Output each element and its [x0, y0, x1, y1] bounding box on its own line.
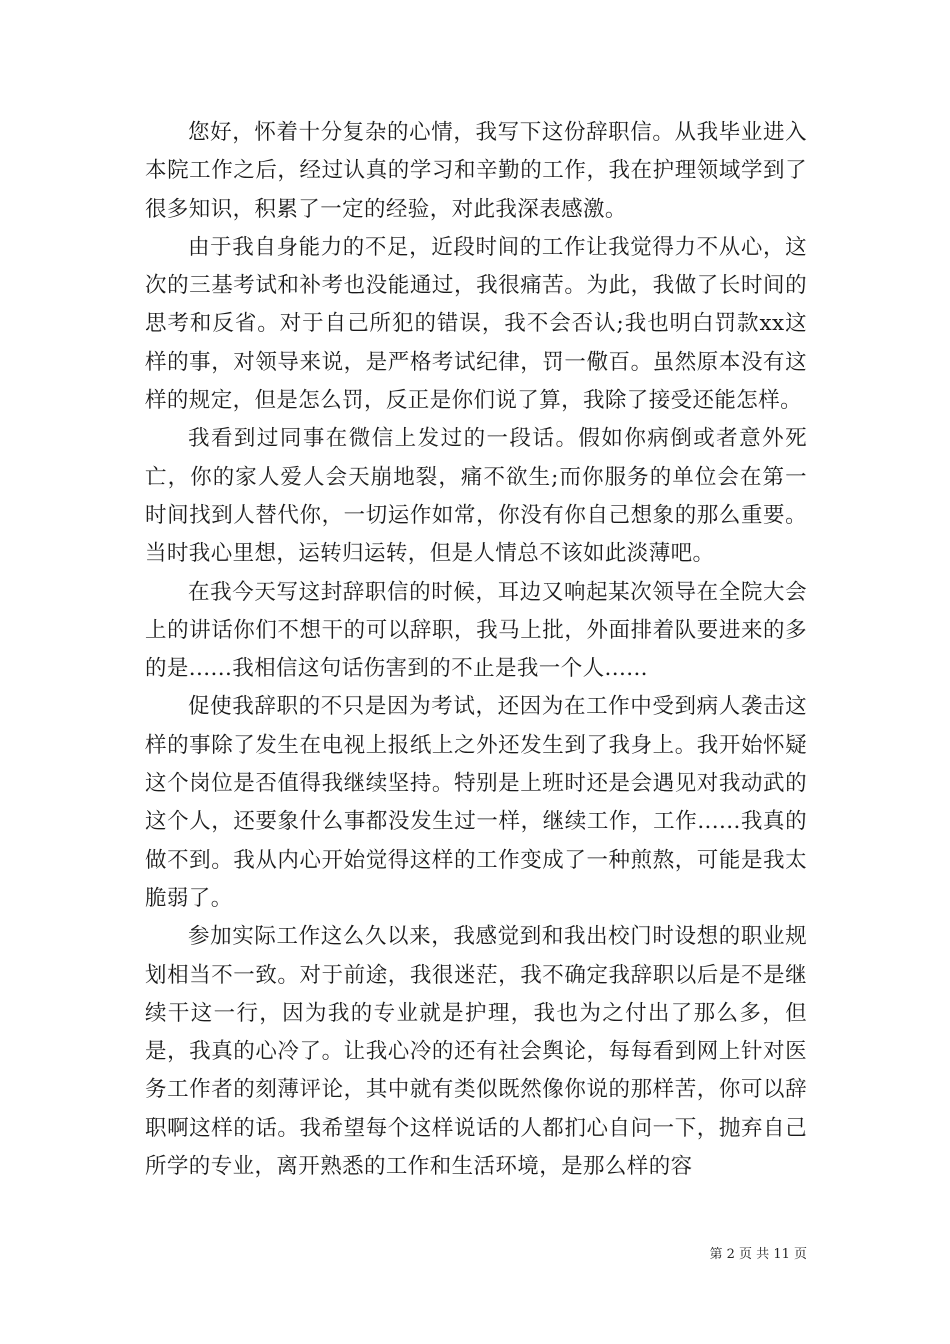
paragraph-2: 由于我自身能力的不足，近段时间的工作让我觉得力不从心，这次的三基考试和补考也没能通过，我很痛苦。为此，我做了长时间的思考和反省。对于自己所犯的错误，我不会否认;我也明白罚款xx这样的事，对领导来说，是严格考试纪律，罚一儆百。虽然原本没有这样的规定，但是怎么罚，反正是你们说了算，我除了接受还能怎样。	[145, 234, 807, 414]
paragraph-4: 在我今天写这封辞职信的时候，耳边又响起某次领导在全院大会上的讲话你们不想干的可以辞职，我马上批，外面排着队要进来的多的是......我相信这句话伤害到的不止是我一个人......	[145, 579, 807, 682]
document-body	[145, 114, 807, 1186]
paragraph-6: 参加实际工作这么久以来，我感觉到和我出校门时设想的职业规划相当不一致。对于前途，我很迷茫，我不确定我辞职以后是不是继续干这一行，因为我的专业就是护理，我也为之付出了那么多，但是，我真的心冷了。让我心冷的还有社会舆论，每每看到网上针对医务工作者的刻薄评论，其中就有类似既然像你说的那样苦，你可以辞职啊这样的话。我希望每个这样说话的人都扪心自问一下，抛弃自己所学的专业，离开熟悉的工作和生活环境，是那么样的容	[145, 924, 807, 1180]
paragraph-1: 您好，怀着十分复杂的心情，我写下这份辞职信。从我毕业进入本院工作之后，经过认真的学习和辛勤的工作，我在护理领域学到了很多知识，积累了一定的经验，对此我深表感激。	[145, 120, 807, 222]
page-number-footer: 第 2 页 共 11 页	[709, 1247, 807, 1262]
paragraph-5: 促使我辞职的不只是因为考试，还因为在工作中受到病人袭击这样的事除了发生在电视上报纸上之外还发生到了我身上。我开始怀疑这个岗位是否值得我继续坚持。特别是上班时还是会遇见对我动武的这个人，还要象什么事都没发生过一样，继续工作，工作......我真的做不到。我从内心开始觉得这样的工作变成了一种煎熬，可能是我太脆弱了。	[145, 694, 807, 911]
paragraph-3: 我看到过同事在微信上发过的一段话。假如你病倒或者意外死亡，你的家人爱人会天崩地裂，痛不欲生;而你服务的单位会在第一时间找到人替代你，一切运作如常，你没有你自己想象的那么重要。当时我心里想，运转归运转，但是人情总不该如此淡薄吧。	[145, 426, 807, 567]
